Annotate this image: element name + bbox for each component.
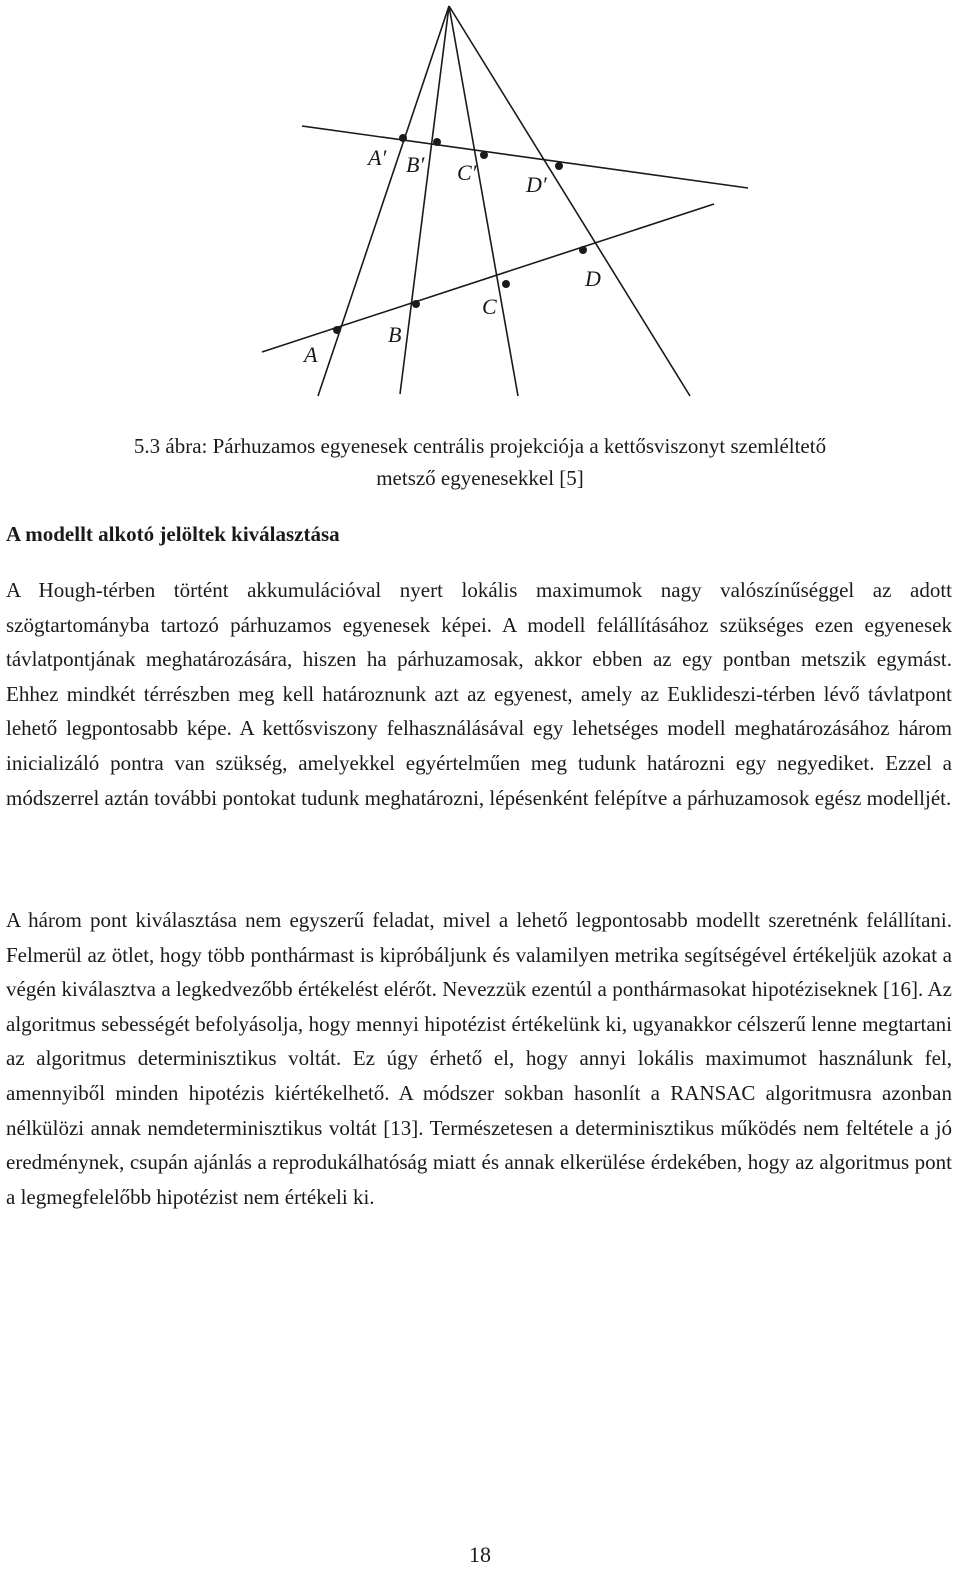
point-b <box>412 300 420 308</box>
projection-figure <box>0 0 960 420</box>
label-b: B <box>388 322 402 347</box>
caption-line-1: 5.3 ábra: Párhuzamos egyenesek centrális projekciója a kettősviszonyt szemléltető <box>133 434 827 458</box>
page-number: 18 <box>469 1542 491 1567</box>
point-a-prime <box>399 134 407 142</box>
section-title: A modellt alkotó jelöltek kiválasztása <box>6 522 340 546</box>
ray-c <box>449 6 518 396</box>
ray-b <box>400 6 449 394</box>
label-b-prime: B′ <box>406 152 425 177</box>
label-d-prime: D′ <box>526 172 547 197</box>
label-a: A <box>304 342 318 367</box>
label-c-prime: C′ <box>457 160 477 185</box>
label-a-prime: A′ <box>368 145 387 170</box>
point-d-prime <box>555 162 563 170</box>
label-c: C <box>482 294 497 319</box>
point-d <box>579 246 587 254</box>
paragraph-2: A három pont kiválasztása nem egyszerű feladat, mivel a lehető legpontosabb modellt szeretnénk felállítani. Felmerül az ötlet, hogy több ponthármast is kipróbáljunk és valamilyen metrika segítségével értékeljük azokat a végén kiválasztva a legkedvezőbb értékelést elérőt. Nevezzük ezentúl a ponthármasokat hipotéziseknek [16]. Az algoritmus sebességét befolyásolja, hogy mennyi hipotézist értékelünk ki, ugyanakkor célszerű lenne megtartani az algoritmus determinisztikus voltát. Ez úgy érhető el, hogy annyi lokális maximumot használunk fel, amennyiből minden hipotézis kiértékelhető. A módszer sokban hasonlít a RANSAC algoritmusra azonban nélkülözi annak nemdeterminisztikus voltát [13]. Természetesen a determinisztikus működés nem feltétele a jó eredménynek, csupán ajánlás a reprodukálhatóság miatt és annak elkerülése érdekében, hogy az algoritmus pont a legmegfelelőbb hipotézist nem értékeli ki. <box>6 908 952 1209</box>
figure-caption <box>20 430 940 494</box>
cross-ratio-diagram <box>0 0 960 420</box>
point-b-prime <box>433 138 441 146</box>
caption-line-2: metsző egyenesekkel [5] <box>376 466 584 490</box>
point-c <box>502 280 510 288</box>
ray-d <box>449 6 690 396</box>
paragraph-1: A Hough-térben történt akkumulációval nyert lokális maximumok nagy valószínűséggel az adott szögtartományba tartozó párhuzamos egyenesek képei. A modell felállításához szükséges ezen egyenesek távlatpontjának meghatározására, hiszen ha párhuzamosak, akkor ebben az egy pontban metszik egymást. Ehhez mindkét térrészben meg kell határoznunk azt az egyenest, amely az Euklideszi-térben lévő távlatpont lehető legpontosabb képe. A kettősviszony felhasználásával egy lehetséges modell meghatározásához három inicializáló pontra van szükség, amelyekkel egyértelműen meg tudunk határozni egy negyediket. Ezzel a módszerrel aztán további pontokat tudunk meghatározni, lépésenként felépítve a párhuzamosok egész modelljét. <box>6 578 952 810</box>
label-d: D <box>585 266 601 291</box>
ray-a <box>318 6 449 396</box>
point-a <box>333 326 341 334</box>
point-c-prime <box>480 151 488 159</box>
